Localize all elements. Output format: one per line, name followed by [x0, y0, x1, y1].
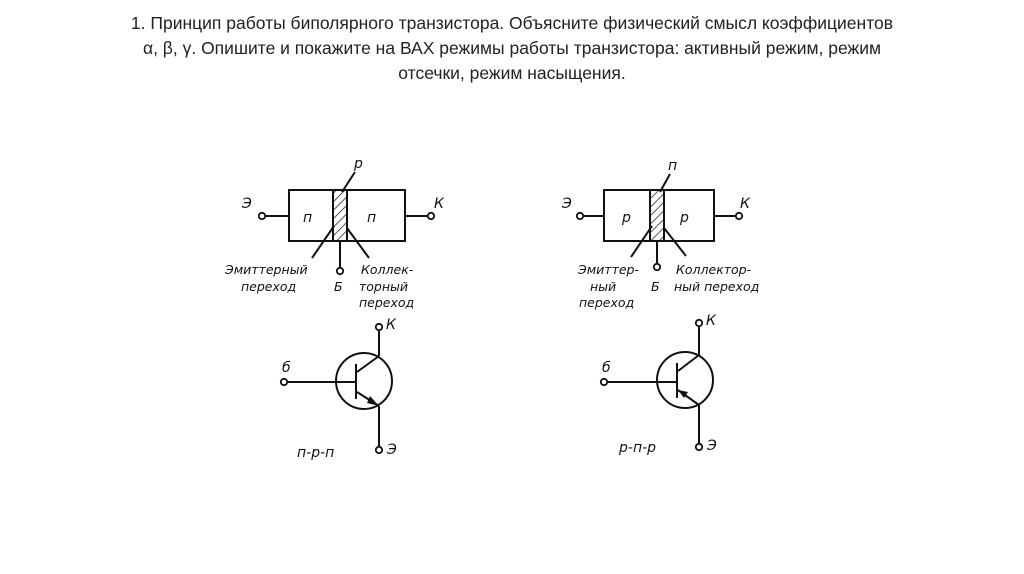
npn-base-label: Б: [334, 279, 343, 294]
pnp-emitter-label: Э: [562, 196, 572, 212]
npn-base-layer: [333, 190, 347, 241]
npn-base-layer-label: р: [354, 156, 363, 172]
pnp-base-layer: [650, 190, 664, 241]
npn-left-region-label: п: [303, 210, 313, 226]
npn-emitter-label: Э: [242, 196, 252, 212]
pnp-collector-terminal: [736, 213, 742, 219]
title-line-1: 1. Принцип работы биполярного транзистора. Объясните физический смысл коэффициентов: [130, 13, 894, 33]
npn-symbol-emitter-label: Э: [387, 442, 397, 458]
npn-collector-junction-line2: торный: [359, 279, 409, 294]
pnp-collector-label: К: [740, 196, 750, 212]
pnp-caption: р-п-р: [619, 440, 657, 456]
npn-symbol-base-label: б: [282, 360, 291, 376]
pnp-symbol-emitter-terminal: [696, 444, 702, 450]
npn-collector-label: К: [434, 196, 444, 212]
npn-collector-terminal: [428, 213, 434, 219]
npn-caption: п-р-п: [297, 445, 335, 461]
pnp-symbol: [601, 313, 717, 456]
npn-symbol-collector-label: К: [386, 317, 396, 333]
pnp-base-label: Б: [651, 279, 660, 294]
pnp-structure: [561, 158, 759, 310]
pnp-symbol-collector-terminal: [696, 320, 702, 326]
pnp-symbol-circle: [657, 352, 713, 408]
pnp-base-layer-label: п: [668, 158, 678, 174]
title-line-2: α, β, γ. Опишите и покажите на ВАХ режимы работы транзистора: активный режим, режим: [142, 38, 882, 58]
npn-collector-junction-line3: переход: [359, 295, 415, 310]
pnp-left-region-label: р: [622, 210, 631, 226]
pnp-symbol-base-label: б: [602, 360, 611, 376]
pnp-emitter-terminal: [577, 213, 583, 219]
pnp-symbol-collector-label: К: [706, 313, 716, 329]
npn-collector-junction-line1: Коллек-: [361, 262, 414, 277]
npn-emitter-arrow-icon: [367, 396, 379, 406]
npn-emitter-junction-line1: Эмиттерный: [225, 262, 308, 277]
pnp-emitter-junction-line2: ный: [590, 279, 617, 294]
pnp-collector-junction-line1: Коллектор-: [676, 262, 752, 277]
npn-structure: [224, 156, 445, 310]
npn-symbol: [281, 317, 397, 461]
pnp-symbol-base-terminal: [601, 379, 607, 385]
npn-base-terminal: [337, 268, 343, 274]
npn-emitter-terminal: [259, 213, 265, 219]
title-line-3: отсечки, режим насыщения.: [398, 63, 626, 83]
pnp-emitter-junction-line3: переход: [579, 295, 635, 310]
pnp-emitter-junction-line1: Эмиттер-: [578, 262, 639, 277]
npn-right-region-label: п: [367, 210, 377, 226]
pnp-symbol-emitter-label: Э: [707, 438, 717, 454]
npn-symbol-emitter-terminal: [376, 447, 382, 453]
npn-emitter-junction-line2: переход: [241, 279, 297, 294]
pnp-collector-junction-line2: ный переход: [674, 279, 760, 294]
npn-symbol-base-terminal: [281, 379, 287, 385]
pnp-base-terminal: [654, 264, 660, 270]
pnp-right-region-label: р: [680, 210, 689, 226]
npn-symbol-collector-terminal: [376, 324, 382, 330]
